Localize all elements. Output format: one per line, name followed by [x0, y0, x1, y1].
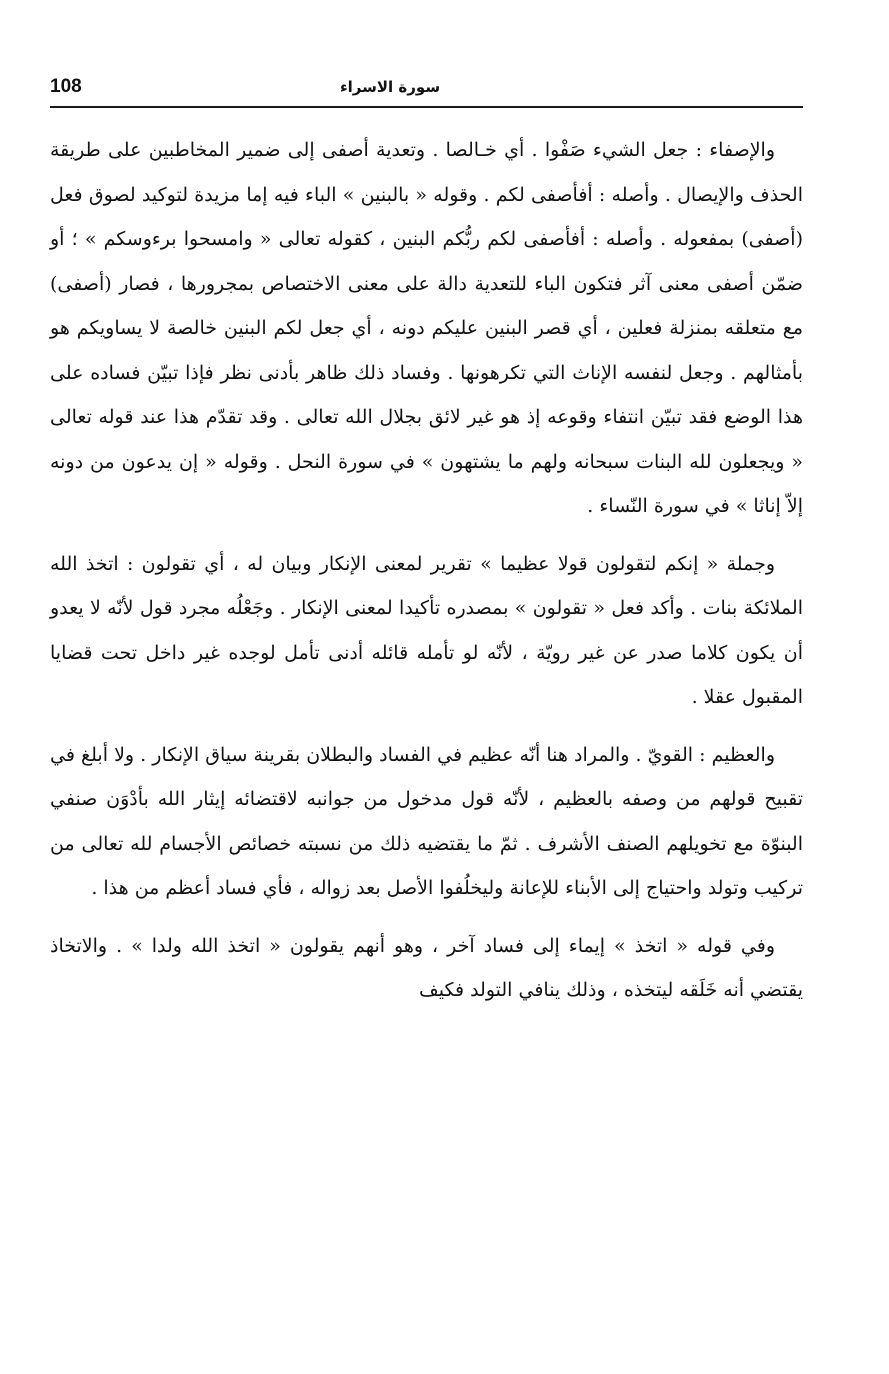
- page-number: 108: [50, 76, 82, 97]
- paragraph-4: وفي قوله « اتخذ » إيماء إلى فساد آخر ، وهو أنهم يقولون « اتخذ الله ولدا » . والاتخاذ يقتضي أنه خَلَقه ليتخذه ، وذلك ينافي التولد فكيف: [50, 934, 803, 1001]
- paragraph-3: والعظيم : القويّ . والمراد هنا أنّه عظيم في الفساد والبطلان بقرينة سياق الإنكار . ولا أبلغ في تقبيح قولهم من وصفه بالعظيم ، لأنّه قول مدخول من جوانبه لاقتضائه إيثار الله بأدْوَن صنفي البنوّة مع تخويلهم الصنف الأشرف . ثمّ ما يقتضيه ذلك من نسبته خصائص الأجسام لله تعالى من تركيب وتولد واحتياج إلى الأبناء للإعانة وليخلُفوا الأصل بعد زواله ، فأي فساد أعظم من هذا .: [50, 743, 803, 899]
- paragraph-1: والإصفاء : جعل الشيء صَفْوا . أي خـالصا . وتعدية أصفى إلى ضمير المخاطبين على طريقة الحذف والإيصال . وأصله : أفأصفى لكم . وقوله « بالبنين » الباء فيه إما مزيدة لتوكيد لصوق فعل (أصفى) بمفعوله . وأصله : أفأصفى لكم ربُّكم البنين ، كقوله تعالى « وامسحوا برءوسكم » ؛ أو ضمّن أصفى معنى آثر فتكون الباء للتعدية دالة على معنى الاختصاص بمجرورها ، فصار (أصفى) مع متعلقه بمنزلة فعلين ، أي قصر البنين عليكم دونه ، أي جعل لكم البنين خالصة لا يساويكم هو بأمثالهم . وجعل لنفسه الإناث التي تكرهونها . وفساد ذلك ظاهر بأدنى نظر فإذا تبيّن فساده على هذا الوضع فقد تبيّن انتفاء وقوعه إذ هو غير لائق بجلال الله تعالى . وقد تقدّم هذا عند قوله تعالى « ويجعلون لله البنات سبحانه ولهم ما يشتهون » في سورة النحل . وقوله « إن يدعون من دونه إلاّ إناثا » في سورة النّساء .: [50, 139, 803, 517]
- page-body: [50, 128, 803, 1013]
- page-header: [50, 74, 803, 104]
- paragraph-2: وجملة « إنكم لتقولون قولا عظيما » تقرير لمعنى الإنكار وبيان له ، أي تقولون : اتخذ الله الملائكة بنات . وأكد فعل « تقولون » بمصدره تأكيدا لمعنى الإنكار . وجَعْلُه مجرد قول لأنّه لا يعدو أن يكون كلاما صدر عن غير رويّة ، لأنّه لو تأمله قائله أدنى تأمل لوجده غير داخل تحت قضايا المقبول عقلا .: [50, 552, 803, 708]
- header-divider: [50, 106, 803, 108]
- running-title: سورة الاسراء: [340, 78, 441, 96]
